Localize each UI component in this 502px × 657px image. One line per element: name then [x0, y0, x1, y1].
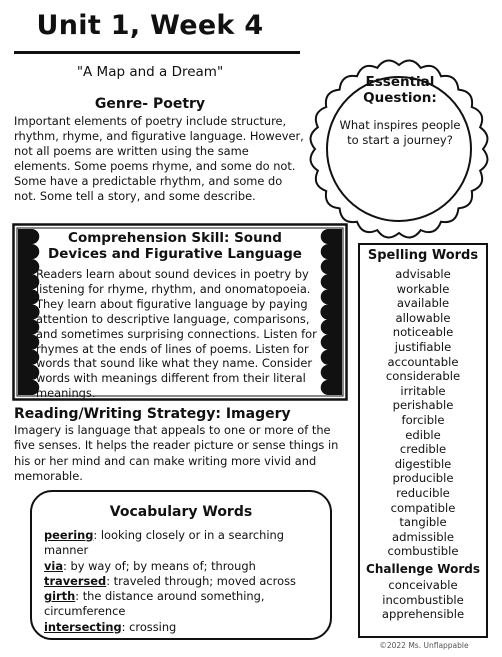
story-title: "A Map and a Dream" [76, 64, 224, 80]
spelling-word: admissible [392, 529, 454, 544]
spelling-word: edible [405, 427, 441, 442]
copyright-notice: ©2022 Ms. Unflappable [379, 641, 469, 650]
spelling-word: credible [399, 442, 447, 457]
frame-left-band [18, 229, 32, 395]
genre-text: Important elements of poetry include structure, rhythm, rhyme, and figurative language. However, not all poems are written using the same elements. Some poems rhyme, and some do not. Some have a predictable rhythm, and some do not. Some tell a story, and some describe. [14, 114, 304, 204]
spelling-word: workable [396, 281, 450, 296]
title-underline [14, 51, 300, 54]
spelling-word: compatible [390, 500, 456, 515]
comprehension-heading: Comprehension Skill: Sound Devices and Figurative Language [48, 230, 302, 262]
vocabulary-term: intersecting [44, 619, 122, 634]
challenge-word: conceivable [388, 578, 458, 592]
spelling-word: accountable [387, 354, 459, 369]
vocabulary-definition: : crossing [121, 619, 177, 634]
vocabulary-definition: : looking closely or in a searching manner [44, 528, 284, 558]
vocabulary-term: peering [44, 528, 94, 542]
vocabulary-definition: : the distance around something, circumference [44, 589, 265, 619]
spelling-word: noticeable [392, 325, 454, 340]
vocabulary-item [44, 574, 328, 589]
vocabulary-item [44, 620, 328, 635]
spelling-word: justifiable [394, 339, 452, 354]
challenge-word: apprehensible [381, 607, 465, 622]
frame-right-band [328, 229, 342, 395]
spelling-word: forcible [401, 412, 445, 427]
spelling-word: reducible [396, 485, 450, 500]
page-title: Unit 1, Week 4 [36, 10, 264, 41]
strategy-text: Imagery is language that appeals to one or more of the five senses. It helps the reader picture or sense things in his or her mind and can make writing more vivid and memorable. [14, 423, 339, 483]
vocabulary-heading: Vocabulary Words [109, 504, 253, 520]
challenge-list [358, 578, 488, 622]
spelling-word: irritable [400, 383, 446, 398]
spelling-heading: Spelling Words [367, 248, 479, 263]
challenge-word: incombustible [382, 592, 464, 607]
challenge-heading: Challenge Words [366, 562, 480, 576]
comprehension-text: Readers learn about sound devices in poetry by listening for rhyme, rhythm, and onomatopoeia. They learn about figurative language by paying attention to descriptive language, comparisons, and sometimes surprising connections. Listen for rhymes at the ends of lines of poems. Listen for words that sound like what they name. Consider words with meanings different from their literal meanings. [36, 267, 317, 401]
genre-heading: Genre- Poetry [94, 96, 206, 112]
vocabulary-term: via [44, 558, 64, 573]
spelling-list [358, 267, 488, 559]
vocabulary-item [44, 559, 328, 574]
strategy-heading: Reading/Writing Strategy: Imagery [14, 406, 291, 422]
spelling-word: available [396, 296, 450, 311]
essential-question-text: What inspires people to start a journey? [339, 118, 461, 147]
vocabulary-term: traversed [44, 573, 107, 588]
vocabulary-list [44, 528, 328, 635]
vocabulary-item [44, 589, 328, 620]
spelling-word: advisable [395, 267, 451, 281]
vocabulary-item [44, 528, 328, 559]
spelling-word: tangible [399, 515, 447, 530]
spelling-word: considerable [385, 369, 461, 384]
spelling-word: perishable [392, 398, 454, 413]
spelling-word: allowable [395, 310, 451, 325]
spelling-word: combustible [387, 544, 459, 559]
vocabulary-definition: : traveled through; moved across [106, 573, 296, 588]
spelling-word: digestible [394, 456, 452, 471]
vocabulary-definition: : by way of; by means of; through [63, 558, 256, 573]
spelling-word: producible [392, 471, 454, 486]
vocabulary-term: girth [44, 589, 76, 604]
essential-question-title: Essential Question: [363, 74, 437, 106]
